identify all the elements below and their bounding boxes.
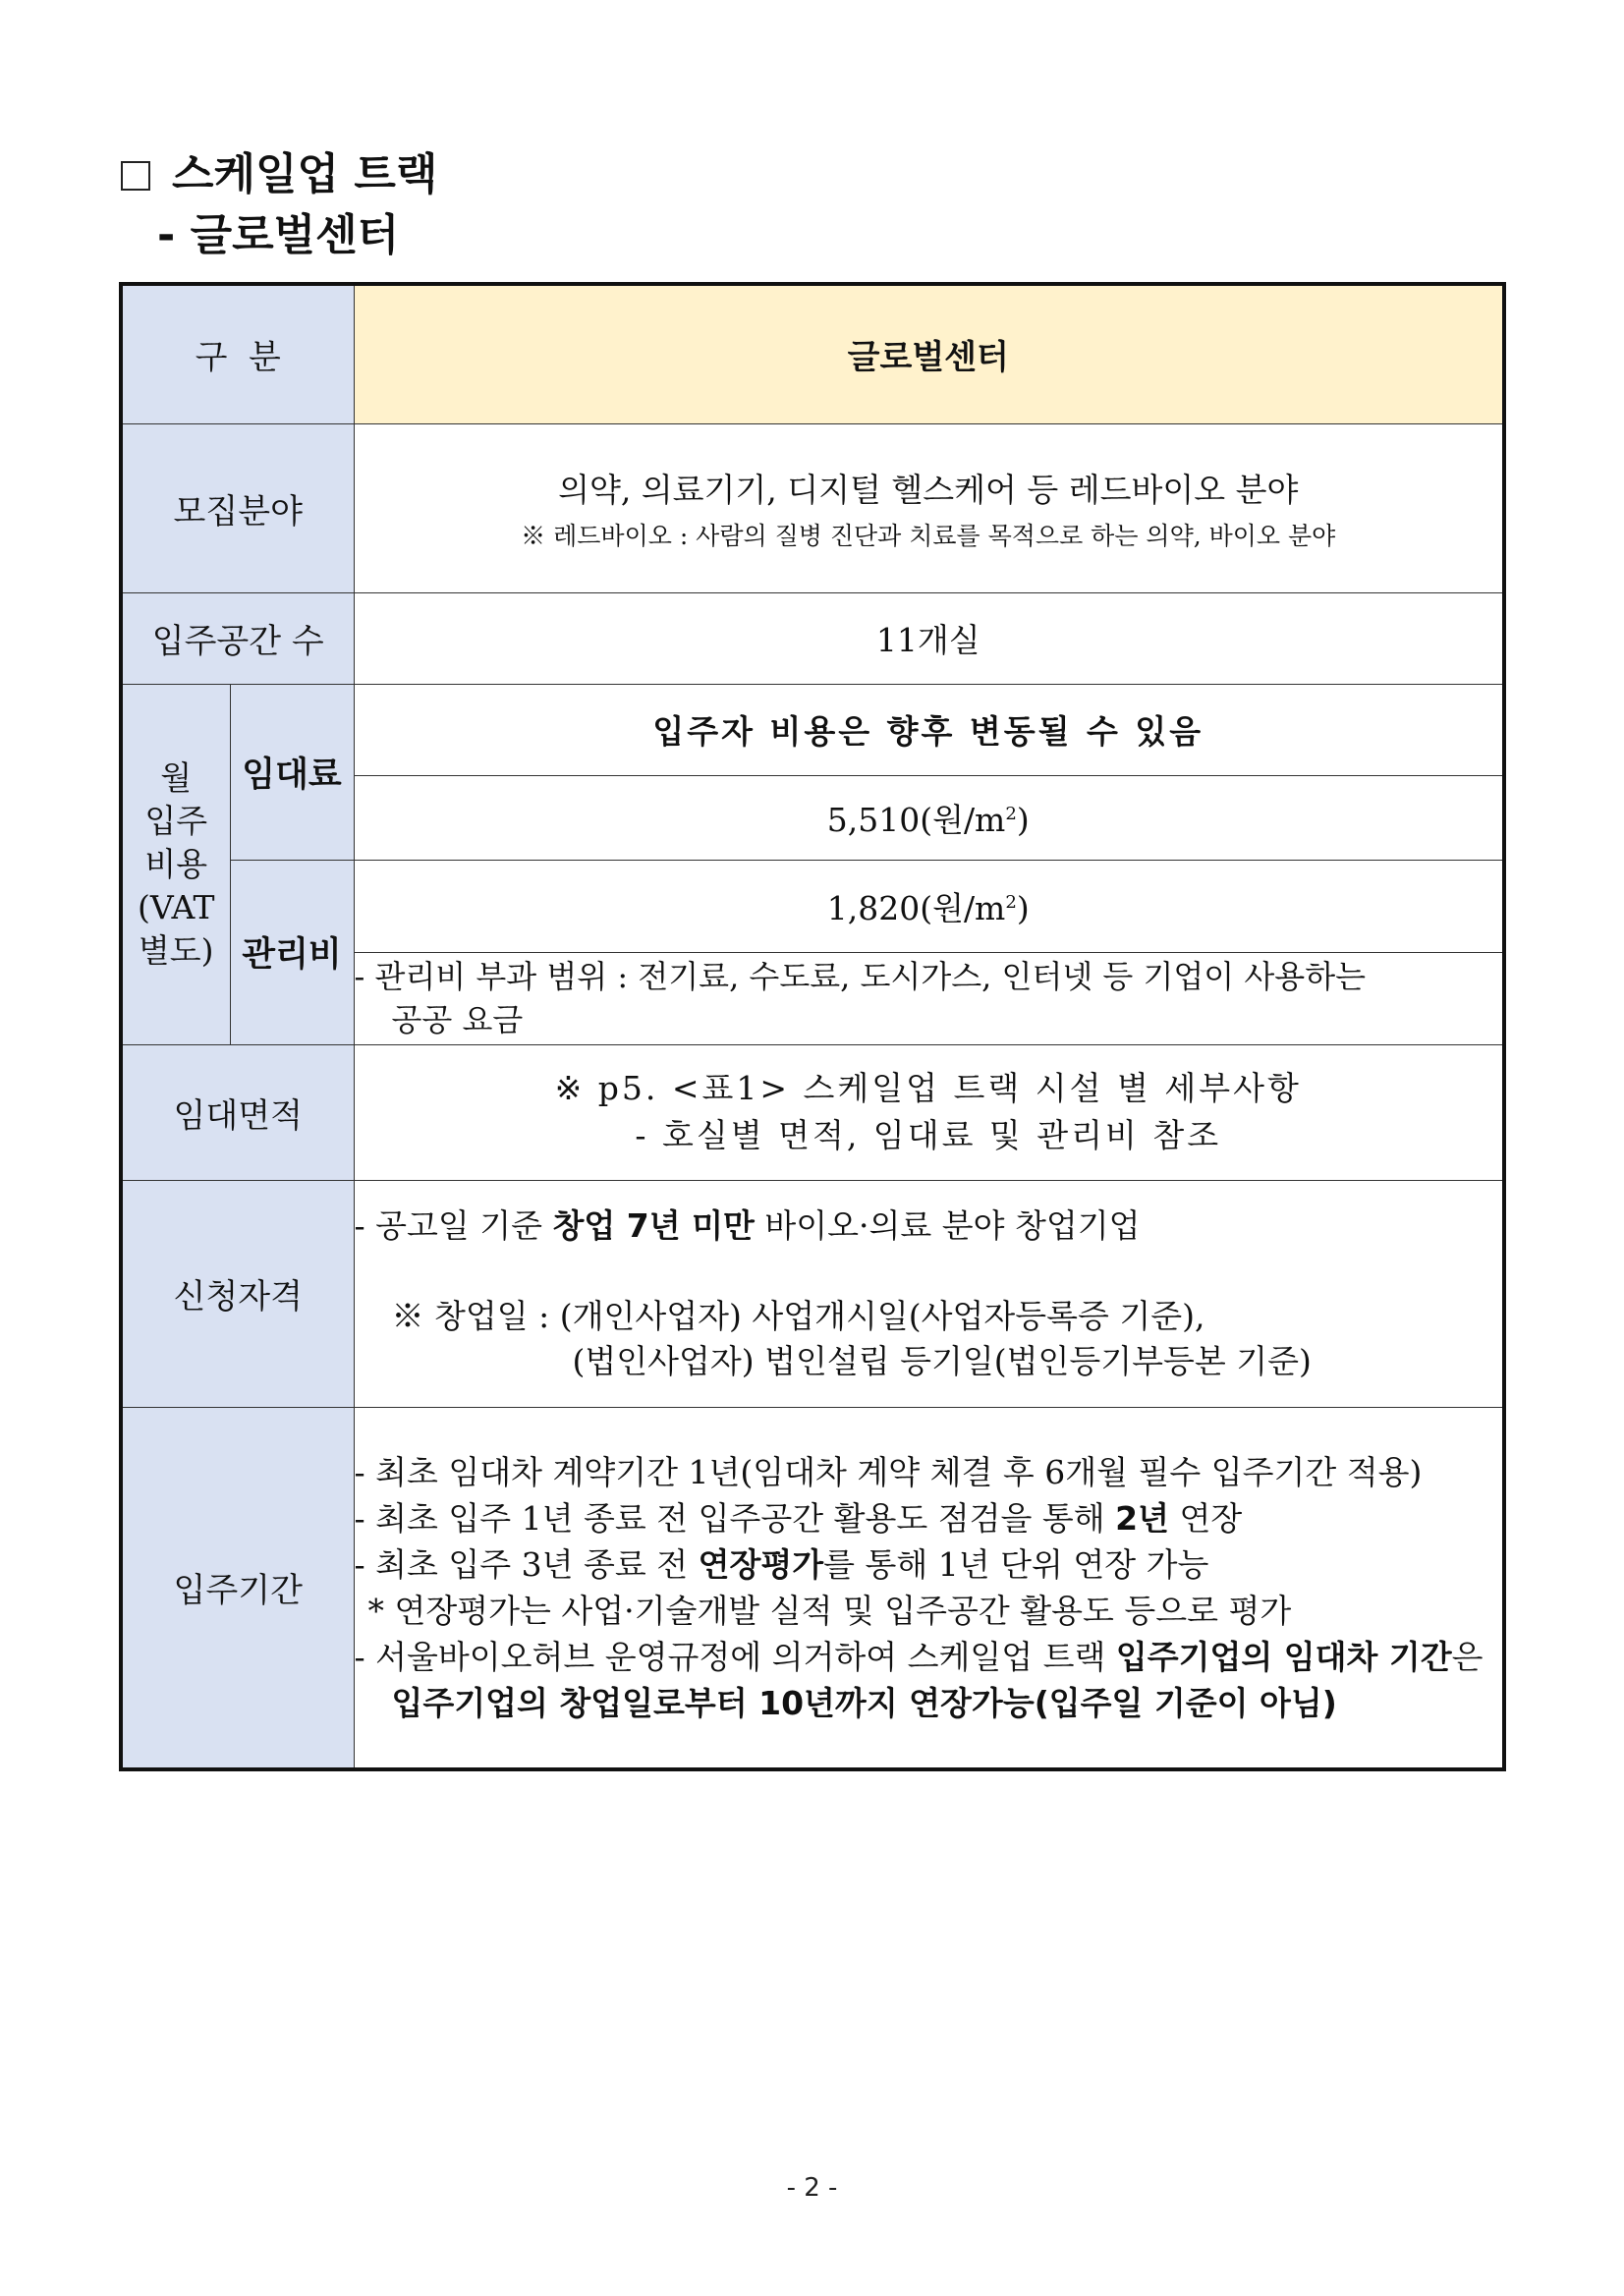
monthly-cost-label-line: 별도) — [138, 930, 214, 970]
period-line — [355, 1541, 1503, 1588]
monthly-cost-label-line: 월 — [160, 757, 193, 797]
qualification-line: (법인사업자) 법인설립 등기일(법인등기부등본 기준) — [572, 1341, 1312, 1380]
monthly-cost-label-line: 입주 — [144, 801, 208, 840]
period-line: * 연장평가는 사업·기술개발 실적 및 입주공간 활용도 등으로 평가 — [367, 1591, 1292, 1630]
area-label: 임대면적 — [121, 1044, 354, 1180]
section-title-text: 스케일업 트랙 — [172, 149, 438, 199]
period-line — [355, 1634, 1503, 1680]
period-line — [355, 1495, 1503, 1541]
period-value — [354, 1407, 1504, 1769]
period-label: 입주기간 — [121, 1407, 354, 1769]
rent-value-text: 5,510(원/m — [826, 800, 1006, 839]
period-line: 입주기업의 창업일로부터 10년까지 연장가능(입주일 기준이 아님) — [391, 1683, 1337, 1722]
table-row-header — [121, 284, 1504, 423]
table-row-qualification — [121, 1180, 1504, 1407]
mgmt-value-sup: 2 — [1005, 891, 1017, 913]
period-text: 를 통해 1년 단위 연장 가능 — [823, 1544, 1209, 1584]
mgmt-value-text: 1,820(원/m — [826, 888, 1006, 927]
period-text: - 최초 입주 3년 종료 전 — [354, 1544, 699, 1584]
table-row-area — [121, 1044, 1504, 1180]
mgmt-value-suffix: ) — [1016, 888, 1030, 927]
period-text: - 최초 입주 1년 종료 전 입주공간 활용도 점검을 통해 — [354, 1498, 1116, 1538]
qualification-line: ※ 창업일 : (개인사업자) 사업개시일(사업자등록증 기준), — [391, 1296, 1205, 1335]
table-row-recruit — [121, 423, 1504, 592]
cost-notice: 입주자 비용은 향후 변동될 수 있음 — [354, 684, 1504, 775]
area-line: ※ p5. <표1> 스케일업 트랙 시설 별 세부사항 — [554, 1069, 1302, 1107]
area-line: - 호실별 면적, 임대료 및 관리비 참조 — [635, 1116, 1222, 1154]
qualification-bold: 창업 7년 미만 — [552, 1205, 755, 1245]
page-number: - 2 - — [786, 2173, 838, 2203]
monthly-cost-label-line: 비용 — [144, 844, 208, 883]
rent-value — [354, 775, 1504, 860]
qualification-value — [354, 1180, 1504, 1407]
mgmt-value — [354, 860, 1504, 952]
recruit-main: 의약, 의료기기, 디지털 헬스케어 등 레드바이오 분야 — [558, 470, 1299, 509]
period-bold: 입주기업의 임대차 기간 — [1115, 1637, 1452, 1676]
checkbox-icon — [121, 161, 150, 191]
qualification-text: 바이오·의료 분야 창업기업 — [754, 1205, 1141, 1245]
rooms-value: 11개실 — [354, 592, 1504, 684]
rent-value-suffix: ) — [1016, 800, 1030, 839]
period-text: 은 — [1451, 1637, 1484, 1676]
table-row-rooms — [121, 592, 1504, 684]
rent-value-sup: 2 — [1005, 803, 1017, 824]
area-value — [354, 1044, 1504, 1180]
qualification-line — [355, 1204, 1503, 1249]
recruit-note: ※ 레드바이오 : 사람의 질병 진단과 치료를 목적으로 하는 의약, 바이오 분야 — [521, 521, 1336, 550]
section-title — [121, 149, 438, 199]
header-value: 글로벌센터 — [354, 284, 1504, 423]
qualification-label: 신청자격 — [121, 1180, 354, 1407]
period-text: - 서울바이오허브 운영규정에 의거하여 스케일업 트랙 — [354, 1637, 1116, 1676]
mgmt-note — [354, 952, 1504, 1044]
rent-label: 임대료 — [230, 684, 354, 860]
period-text: 연장 — [1168, 1498, 1243, 1538]
period-line: - 최초 임대차 계약기간 1년(임대차 계약 체결 후 6개월 필수 입주기간 적용) — [354, 1452, 1423, 1491]
recruit-label: 모집분야 — [121, 423, 354, 592]
table-row-mgmt — [121, 860, 1504, 952]
qualification-text: - 공고일 기준 — [354, 1205, 553, 1245]
header-label: 구 분 — [121, 284, 354, 423]
qualification-spacer — [355, 1249, 1503, 1294]
rooms-label: 입주공간 수 — [121, 592, 354, 684]
mgmt-note-line: 공공 요금 — [391, 1001, 524, 1038]
recruit-value — [354, 423, 1504, 592]
table-row-period — [121, 1407, 1504, 1769]
mgmt-label: 관리비 — [230, 860, 354, 1044]
period-bold: 연장평가 — [698, 1544, 824, 1584]
monthly-cost-label — [121, 684, 230, 1044]
period-bold: 2년 — [1115, 1498, 1169, 1538]
subsection-title: - 글로벌센터 — [157, 210, 400, 260]
monthly-cost-label-line: (VAT — [137, 887, 215, 926]
table-row-cost-notice — [121, 684, 1504, 775]
mgmt-note-line: - 관리비 부과 범위 : 전기료, 수도료, 도시가스, 인터넷 등 기업이 사용하는 — [354, 958, 1367, 995]
facility-table — [119, 282, 1506, 1771]
